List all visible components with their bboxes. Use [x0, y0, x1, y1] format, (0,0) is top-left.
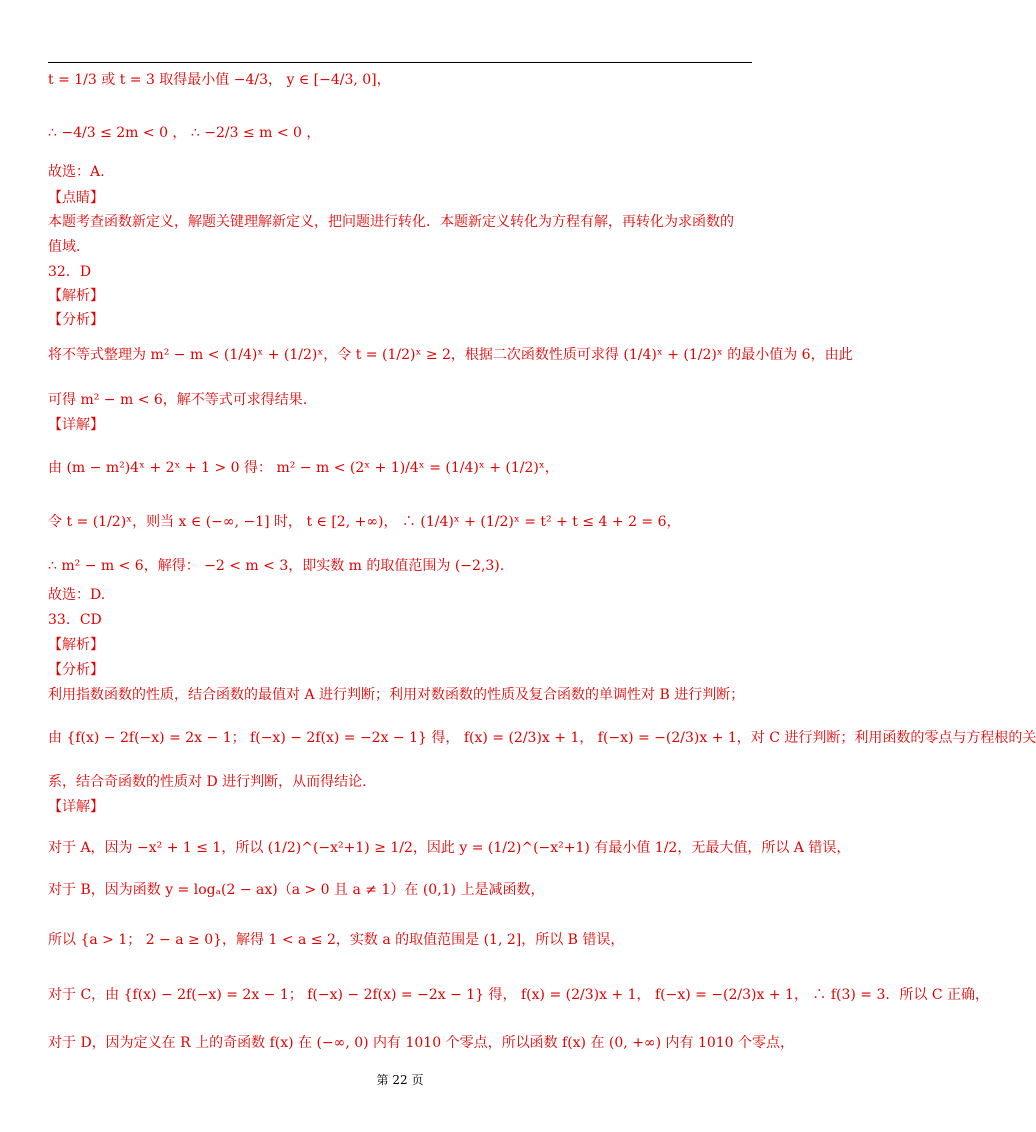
solution-line: t = 1/3 或 t = 3 取得最小值 −4/3， y ∈ [−4/3, 0]， [48, 72, 391, 88]
header-rule [48, 62, 752, 63]
answer-line: 故选：A. [48, 164, 105, 180]
question-number: 32．D [48, 264, 92, 280]
paragraph-line: 系，结合奇函数的性质对 D 进行判断，从而得结论. [48, 774, 367, 790]
paragraph-line: 可得 m² − m < 6，解不等式可求得结果. [48, 392, 308, 408]
solution-line: ∴ −4/3 ≤ 2m < 0 ， ∴ −2/3 ≤ m < 0 ， [48, 125, 321, 141]
section-heading: 【分析】 [48, 662, 104, 678]
paragraph-line: 由 {f(x) − 2f(−x) = 2x − 1； f(−x) − 2f(x) = −2x − 1} 得， f(x) = (2/3)x + 1， f(−x) = −(2/3)x + 1，对 C 进行判断；利用函数的零点与方程根的关 [48, 730, 1036, 746]
solution-line: 由 (m − m²)4ˣ + 2ˣ + 1 > 0 得： m² − m < (2ˣ + 1)/4ˣ = (1/4)ˣ + (1/2)ˣ， [48, 460, 559, 476]
section-heading: 【详解】 [48, 799, 104, 815]
question-number: 33．CD [48, 612, 102, 628]
answer-line: 故选：D. [48, 587, 106, 603]
section-heading: 【分析】 [48, 312, 104, 328]
page-number: 第 22 页 [376, 1073, 424, 1087]
paragraph-line: 利用指数函数的性质，结合函数的最值对 A 进行判断；利用对数函数的性质及复合函数的单调性对 B 进行判断； [48, 687, 745, 703]
paragraph-line: 将不等式整理为 m² − m < (1/4)ˣ + (1/2)ˣ，令 t = (1/2)ˣ ≥ 2，根据二次函数性质可求得 (1/4)ˣ + (1/2)ˣ 的最小值为 6，由此 [48, 347, 853, 363]
section-heading: 【点睛】 [48, 190, 104, 206]
solution-line: 所以 {a > 1； 2 − a ≥ 0}，解得 1 < a ≤ 2，实数 a 的取值范围是 (1, 2]，所以 B 错误， [48, 932, 625, 948]
solution-line: 对于 B，因为函数 y = logₐ(2 − ax)（a > 0 且 a ≠ 1）在 (0,1) 上是减函数， [48, 882, 545, 898]
solution-line: ∴ m² − m < 6，解得： −2 < m < 3，即实数 m 的取值范围为 (−2,3). [48, 558, 505, 574]
solution-line: 对于 D，因为定义在 R 上的奇函数 f(x) 在 (−∞, 0) 内有 1010 个零点，所以函数 f(x) 在 (0, +∞) 内有 1010 个零点， [48, 1035, 795, 1051]
section-heading: 【详解】 [48, 417, 104, 433]
section-heading: 【解析】 [48, 637, 104, 653]
solution-line: 令 t = (1/2)ˣ，则当 x ∈ (−∞, −1] 时， t ∈ [2, +∞)， ∴ (1/4)ˣ + (1/2)ˣ = t² + t ≤ 4 + 2 = 6， [48, 514, 681, 530]
paragraph-line: 值域. [48, 239, 81, 255]
paragraph-line: 本题考查函数新定义，解题关键理解新定义，把问题进行转化．本题新定义转化为方程有解，再转化为求函数的 [48, 214, 734, 230]
section-heading: 【解析】 [48, 288, 104, 304]
solution-line: 对于 A，因为 −x² + 1 ≤ 1，所以 (1/2)^(−x²+1) ≥ 1/2，因此 y = (1/2)^(−x²+1) 有最小值 1/2，无最大值，所以 A 错误， [48, 840, 851, 856]
solution-line: 对于 C，由 {f(x) − 2f(−x) = 2x − 1； f(−x) − 2f(x) = −2x − 1} 得， f(x) = (2/3)x + 1， f(−x) = −(2/3)x + 1， ∴ f(3) = 3．所以 C 正确， [48, 987, 990, 1003]
